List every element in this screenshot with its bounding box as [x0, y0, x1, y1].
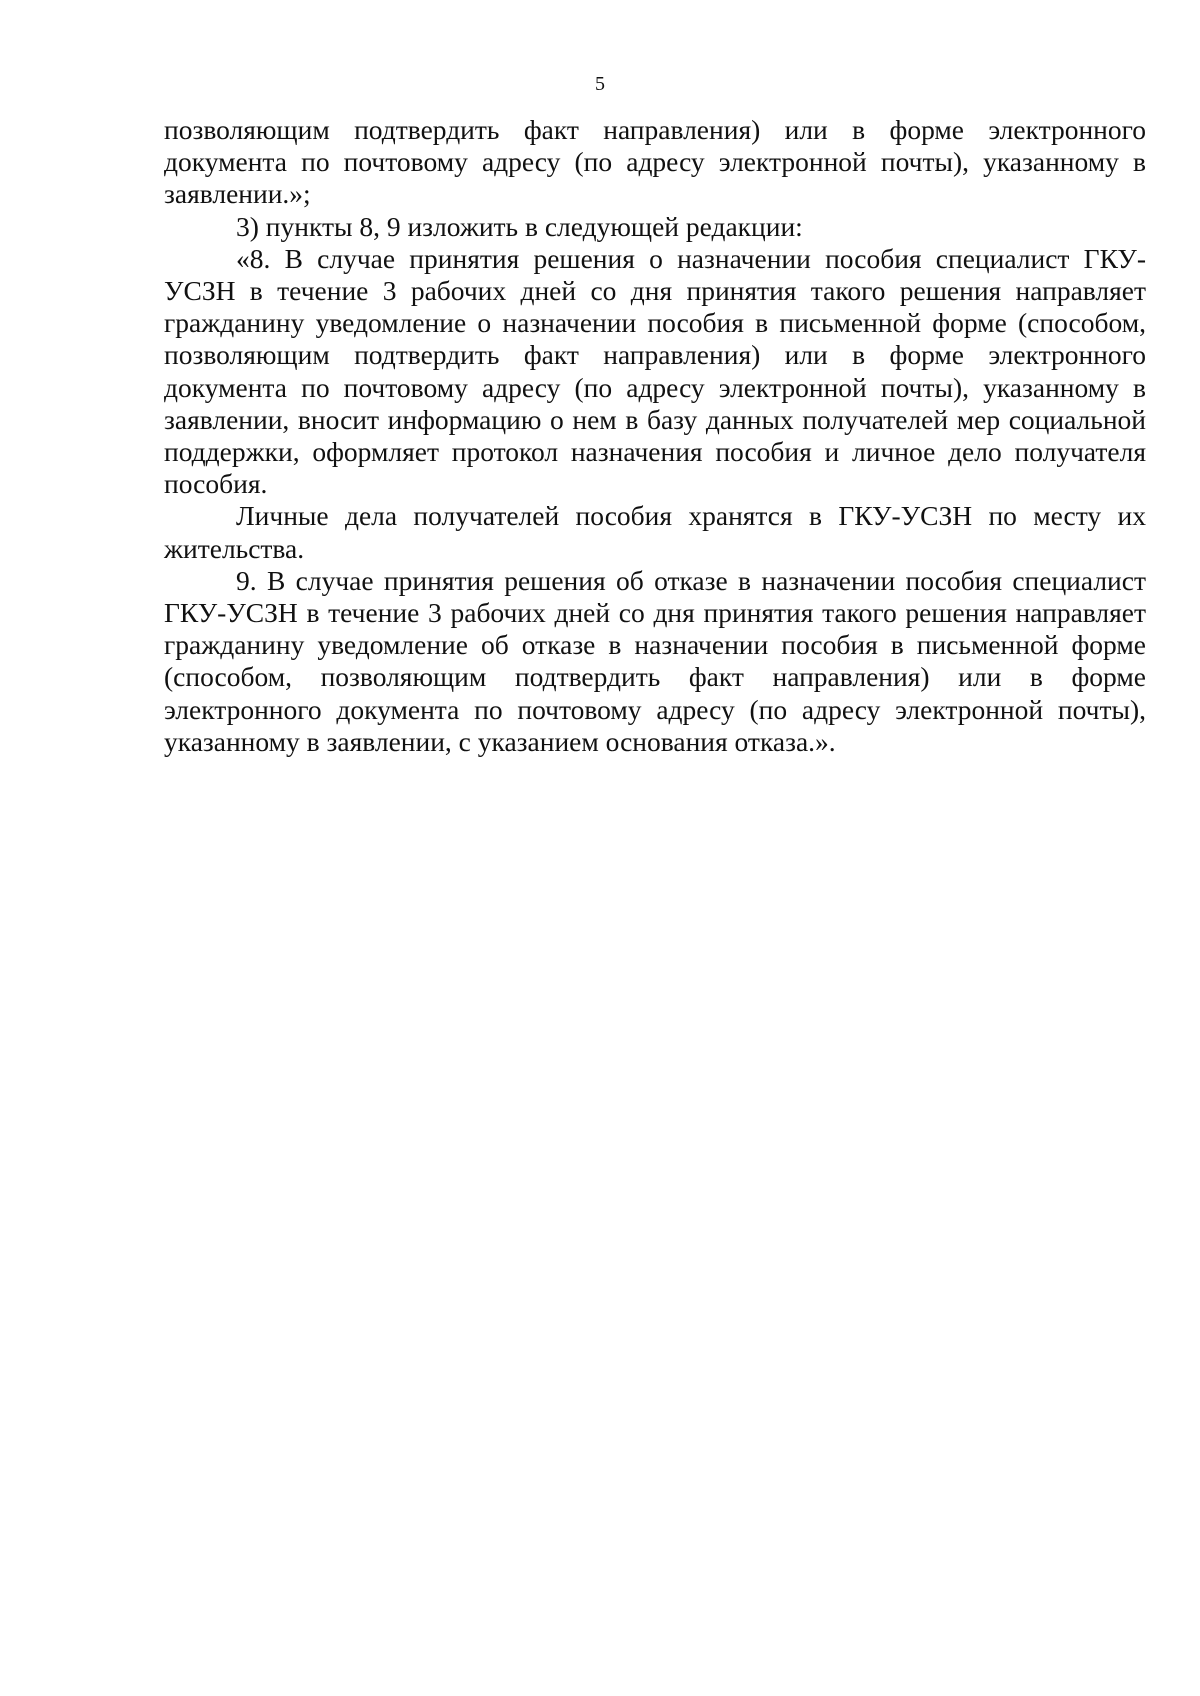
paragraph-point-8: «8. В случае принятия решения о назначении пособия специалист ГКУ-УСЗН в течение 3 рабочих дней со дня принятия такого решения направляет гражданину уведомление о назначении пособия в письменной форме (способом, позволяющим подтвердить факт направления) или в форме электронного документа по почтовому адресу (по адресу электронной почты), указанному в заявлении, вносит информацию о нем в базу данных получателей мер социальной поддержки, оформляет протокол назначения пособия и личное дело получателя пособия. [164, 242, 1146, 500]
paragraph-continuation: позволяющим подтвердить факт направления) или в форме электронного документа по почтовому адресу (по адресу электронной почты), указанному в заявлении.»; [164, 114, 1146, 210]
paragraph-personal-files: Личные дела получателей пособия хранятся в ГКУ-УСЗН по месту их жительства. [164, 500, 1146, 564]
document-body [164, 114, 1146, 758]
paragraph-point-9: 9. В случае принятия решения об отказе в назначении пособия специалист ГКУ-УСЗН в течение 3 рабочих дней со дня принятия такого решения направляет гражданину уведомление об отказе в назначении пособия в письменной форме (способом, позволяющим подтвердить факт направления) или в форме электронного документа по почтовому адресу (по адресу электронной почты), указанному в заявлении, с указанием основания отказа.». [164, 564, 1146, 757]
page-number: 5 [595, 73, 605, 95]
paragraph-amendment-item-3: 3) пункты 8, 9 изложить в следующей редакции: [236, 210, 803, 242]
